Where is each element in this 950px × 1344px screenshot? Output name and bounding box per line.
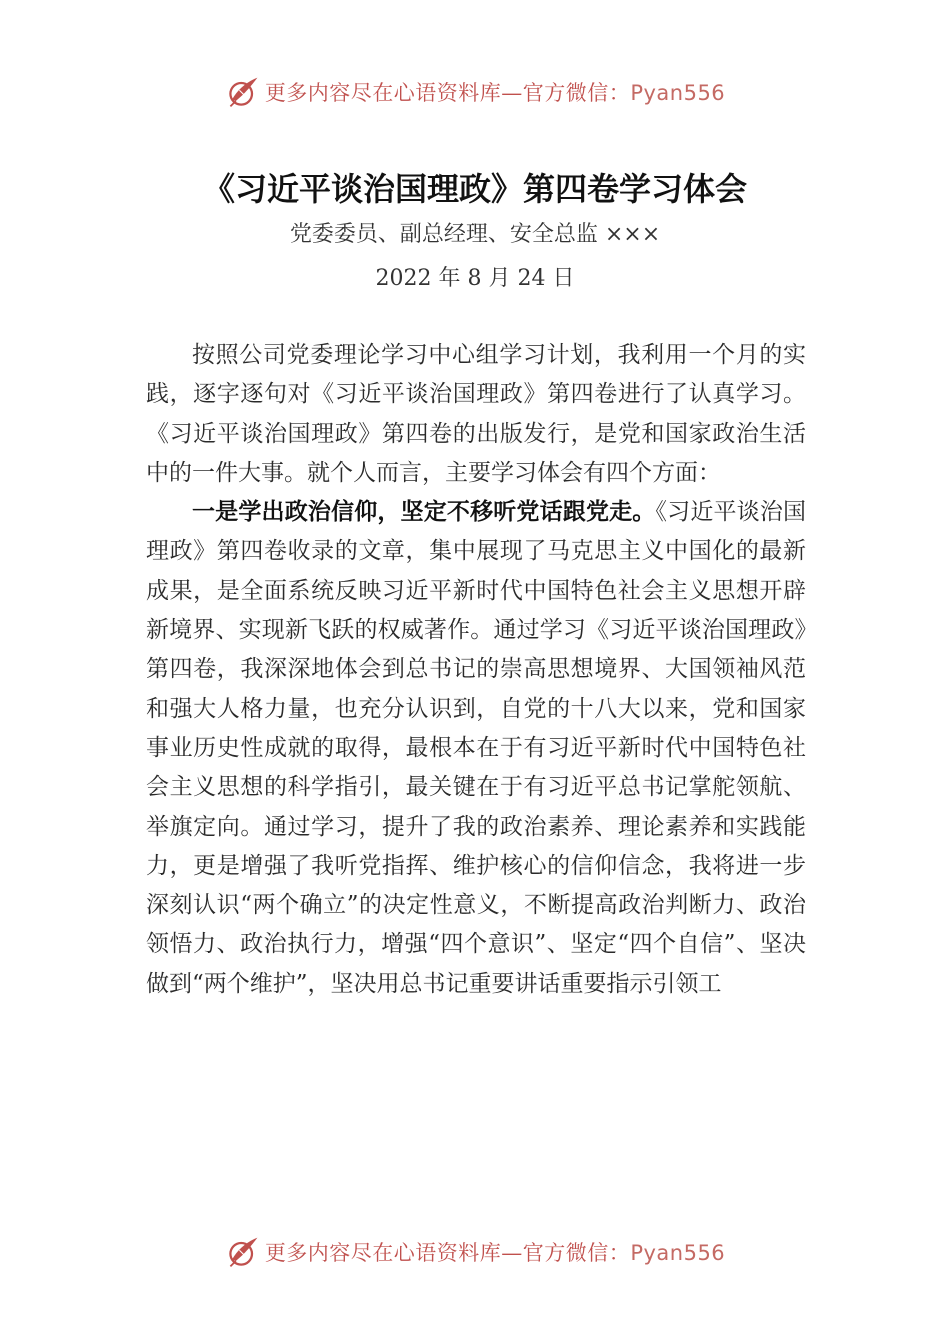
quill-logo-icon	[225, 74, 261, 110]
document-date: 2022 年 8 月 24 日	[375, 266, 575, 291]
watermark-wechat-id: Pyan556	[630, 81, 726, 105]
paragraph-text: 按照公司党委理论学习中心组学习计划，我利用一个月的实践，逐字逐句对《习近平谈治国理政》第四卷进行了认真学习。《习近平谈治国理政》第四卷的出版发行，是党和国家政治生活中的一件大事。就个人而言，主要学习体会有四个方面：	[146, 342, 806, 486]
quill-logo-icon	[225, 1234, 261, 1270]
paragraph-lead: 一是学出政治信仰，坚定不移听党话跟党走。	[192, 499, 656, 526]
paragraph-text: 《习近平谈治国理政》第四卷收录的文章，集中展现了马克思主义中国化的最新成果，是全面系统反映习近平新时代中国特色社会主义思想开辟新境界、实现新飞跃的权威著作。通过学习《习近平谈治国理政》第四卷，我深深地体会到总书记的崇高思想境界、大国领袖风范和强大人格力量，也充分认识到，自党的十八大以来，党和国家事业历史性成就的取得，最根本在于有习近平新时代中国特色社会主义思想的科学指引，最关键在于有习近平总书记掌舵领航、举旗定向。通过学习，提升了我的政治素养、理论素养和实践能力，更是增强了我听党指挥、维护核心的信仰信念，我将进一步深刻认识“两个确立”的决定性意义，不断提高政治判断力、政治领悟力、政治执行力，增强“四个意识”、坚定“四个自信”、坚决做到“两个维护”，坚决用总书记重要讲话重要指示引领工	[146, 499, 807, 997]
watermark-wechat-id: Pyan556	[630, 1241, 726, 1265]
document-title: 《习近平谈治国理政》第四卷学习体会	[202, 170, 747, 208]
header-watermark	[0, 72, 950, 112]
watermark-text: 更多内容尽在心语资料库—官方微信：Pyan556	[264, 1241, 726, 1265]
footer-watermark	[0, 1232, 950, 1272]
document-author: 党委委员、副总经理、安全总监 ×××	[289, 222, 661, 247]
paragraph-point-one	[146, 493, 806, 1004]
document-body	[146, 336, 806, 1004]
paragraph-intro	[146, 336, 806, 493]
watermark-text: 更多内容尽在心语资料库—官方微信：Pyan556	[264, 81, 726, 105]
